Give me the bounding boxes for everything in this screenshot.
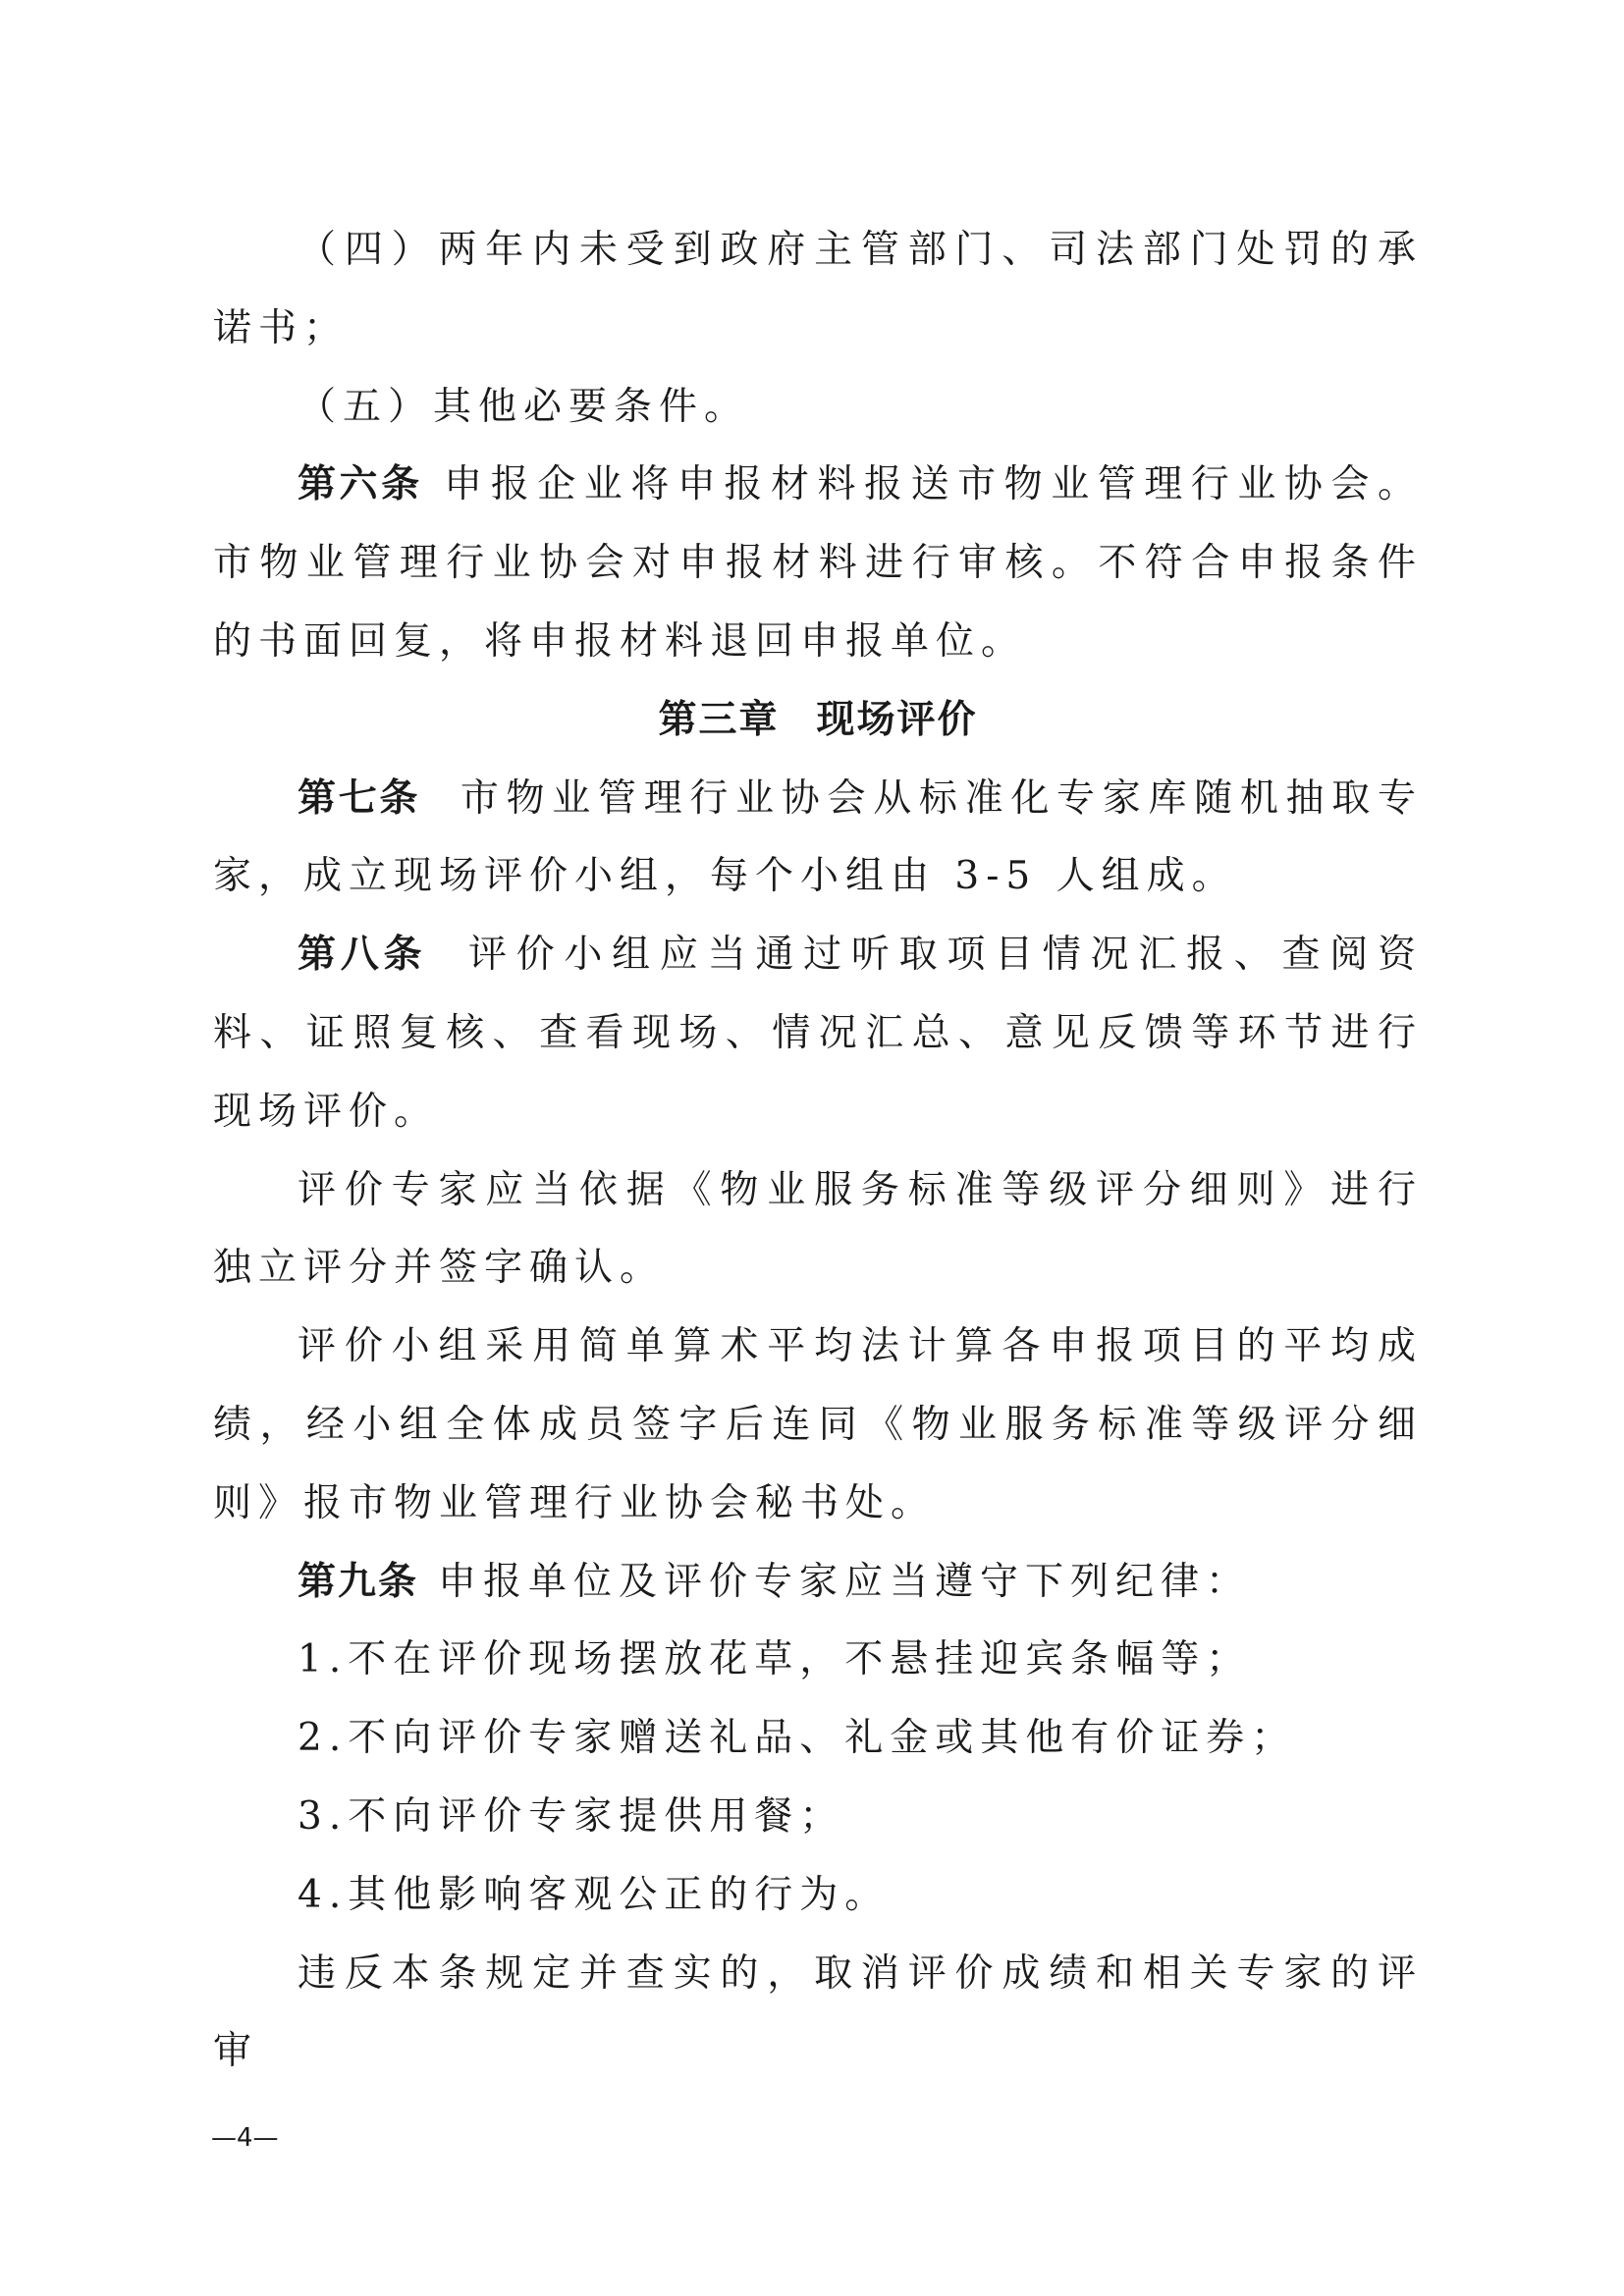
- paragraph-expert-scoring: 评价专家应当依据《物业服务标准等级评分细则》进行独立评分并签字确认。: [213, 1167, 1423, 1291]
- article-seven-label: 第七条: [298, 775, 421, 821]
- article-six-text: 申报企业将申报材料报送市物业管理行业协会。市物业管理行业协会对申报材料进行审核。不符合申报条件的书面回复，将申报材料退回申报单位。: [213, 462, 1423, 664]
- list-item: 3.不向评价专家提供用餐；: [298, 1793, 845, 1839]
- document-body: [213, 211, 1423, 2091]
- article-nine: [213, 1543, 1423, 1622]
- paragraph-violation: 违反本条规定并查实的，取消评价成绩和相关专家的评审: [213, 1950, 1423, 2074]
- article-nine-text: 申报单位及评价专家应当遵守下列纪律：: [438, 1559, 1252, 1604]
- article-seven: [213, 760, 1423, 917]
- article-nine-label: 第九条: [298, 1559, 419, 1604]
- article-eight-label: 第八条: [298, 933, 427, 978]
- article-six: [213, 446, 1423, 680]
- article-eight-text: 评价小组应当通过听取项目情况汇报、查阅资料、证照复核、查看现场、情况汇总、意见反馈等环节进行现场评价。: [213, 933, 1423, 1134]
- chapter-heading: [213, 681, 1423, 760]
- list-item: 1.不在评价现场摆放花草，不悬挂迎宾条幅等；: [298, 1637, 1252, 1682]
- article-six-label: 第六条: [298, 462, 423, 507]
- article-seven-text: 市物业管理行业协会从标准化专家库随机抽取专家，成立现场评价小组，每个小组由 3-5 人组成。: [213, 775, 1423, 899]
- item-five: （五）其他必要条件。: [298, 384, 750, 429]
- page-number: —4—: [211, 2123, 279, 2153]
- item-four: （四）两年内未受到政府主管部门、司法部门处罚的承诺书；: [213, 228, 1423, 350]
- chapter-number: 第三章: [658, 697, 780, 742]
- list-item: 4.其他影响客观公正的行为。: [298, 1872, 891, 1917]
- list-item: 2.不向评价专家赠送礼品、礼金或其他有价证券；: [298, 1716, 1297, 1761]
- chapter-title: 现场评价: [816, 697, 978, 742]
- article-eight: [213, 916, 1423, 1150]
- paragraph-average-score: 评价小组采用简单算术平均法计算各申报项目的平均成绩，经小组全体成员签字后连同《物业服务标准等级评分细则》报市物业管理行业协会秘书处。: [213, 1324, 1423, 1525]
